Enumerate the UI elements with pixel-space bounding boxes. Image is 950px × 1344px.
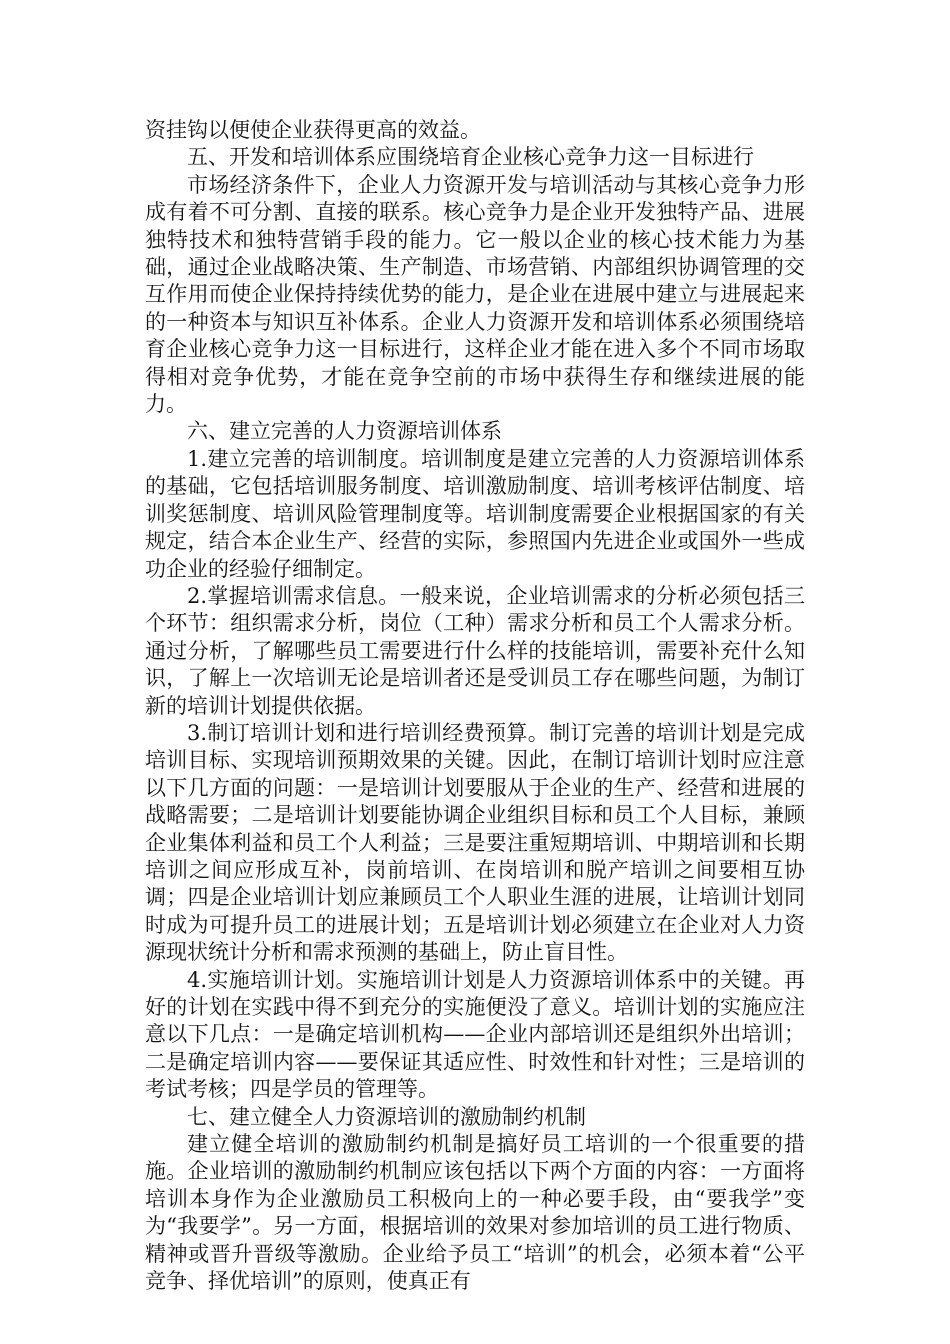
document-page <box>145 117 805 1295</box>
paragraph-training-implementation: 4.实施培训计划。实施培训计划是人力资源培训体系中的关键。再好的计划在实践中得不到充分的实施便没了意义。培训计划的实施应注意以下几点：一是确定培训机构——企业内部培训还是组织外出培训；二是确定培训内容——要保证其适应性、时效性和针对性；三是培训的考试考核；四是学员的管理等。 <box>145 967 805 1102</box>
paragraph-incentive-mechanism: 建立健全培训的激励制约机制是搞好员工培训的一个很重要的措施。企业培训的激励制约机制应该包括以下两个方面的内容：一方面将培训本身作为企业激励员工积极向上的一种必要手段，由“要我学”变为“我要学”。另一方面，根据培训的效果对参加培训的员工进行物质、精神或晋升晋级等激励。企业给予员工“培训”的机会，必须本着“公平竞争、择优培训”的原则，使真正有 <box>145 1132 805 1294</box>
paragraph-training-system: 1.建立完善的培训制度。培训制度是建立完善的人力资源培训体系的基础，它包括培训服务制度、培训激励制度、培训考核评估制度、培训奖惩制度、培训风险管理制度等。培训制度需要企业根据国家的有关规定，结合本企业生产、经营的实际，参照国内先进企业或国外一些成功企业的经验仔细制定。 <box>145 446 805 581</box>
paragraph-core-competence: 市场经济条件下，企业人力资源开发与培训活动与其核心竞争力形成有着不可分割、直接的联系。核心竞争力是企业开发独特产品、进展独特技术和独特营销手段的能力。它一般以企业的核心技术能力为基础，通过企业战略决策、生产制造、市场营销、内部组织协调管理的交互作用而使企业保持持续优势的能力，是企业在进展中建立与进展起来的一种资本与知识互补体系。企业人力资源开发和培训体系必须围绕培育企业核心竞争力这一目标进行，这样企业才能在进入多个不同市场取得相对竞争优势，才能在竞争空前的市场中获得生存和继续进展的能力。 <box>145 172 805 417</box>
section-heading-7: 七、建立健全人力资源培训的激励制约机制 <box>187 1104 586 1129</box>
section-heading-6: 六、建立完善的人力资源培训体系 <box>187 419 502 444</box>
paragraph-continuation: 资挂钩以便使企业获得更高的效益。 <box>145 118 481 142</box>
paragraph-training-plan: 3.制订培训计划和进行培训经费预算。制订完善的培训计划是完成培训目标、实现培训预期效果的关键。因此，在制订培训计划时应注意以下几方面的问题：一是培训计划要服从于企业的生产、经营和进展的战略需要；二是培训计划要能协调企业组织目标和员工个人目标，兼顾企业集体利益和员工个人利益；三是要注重短期培训、中期培训和长期培训之间应形成互补，岗前培训、在岗培训和脱产培训之间要相互协调；四是企业培训计划应兼顾员工个人职业生涯的进展，让培训计划同时成为可提升员工的进展计划；五是培训计划必须建立在企业对人力资源现状统计分析和需求预测的基础上，防止盲目性。 <box>145 720 805 965</box>
paragraph-training-needs: 2.掌握培训需求信息。一般来说，企业培训需求的分析必须包括三个环节：组织需求分析，岗位（工种）需求分析和员工个人需求分析。通过分析，了解哪些员工需要进行什么样的技能培训，需要补充什么知识，了解上一次培训无论是培训者还是受训员工存在哪些问题，为制订新的培训计划提供依据。 <box>145 583 805 718</box>
section-heading-5: 五、开发和培训体系应围绕培育企业核心竞争力这一目标进行 <box>187 145 754 170</box>
